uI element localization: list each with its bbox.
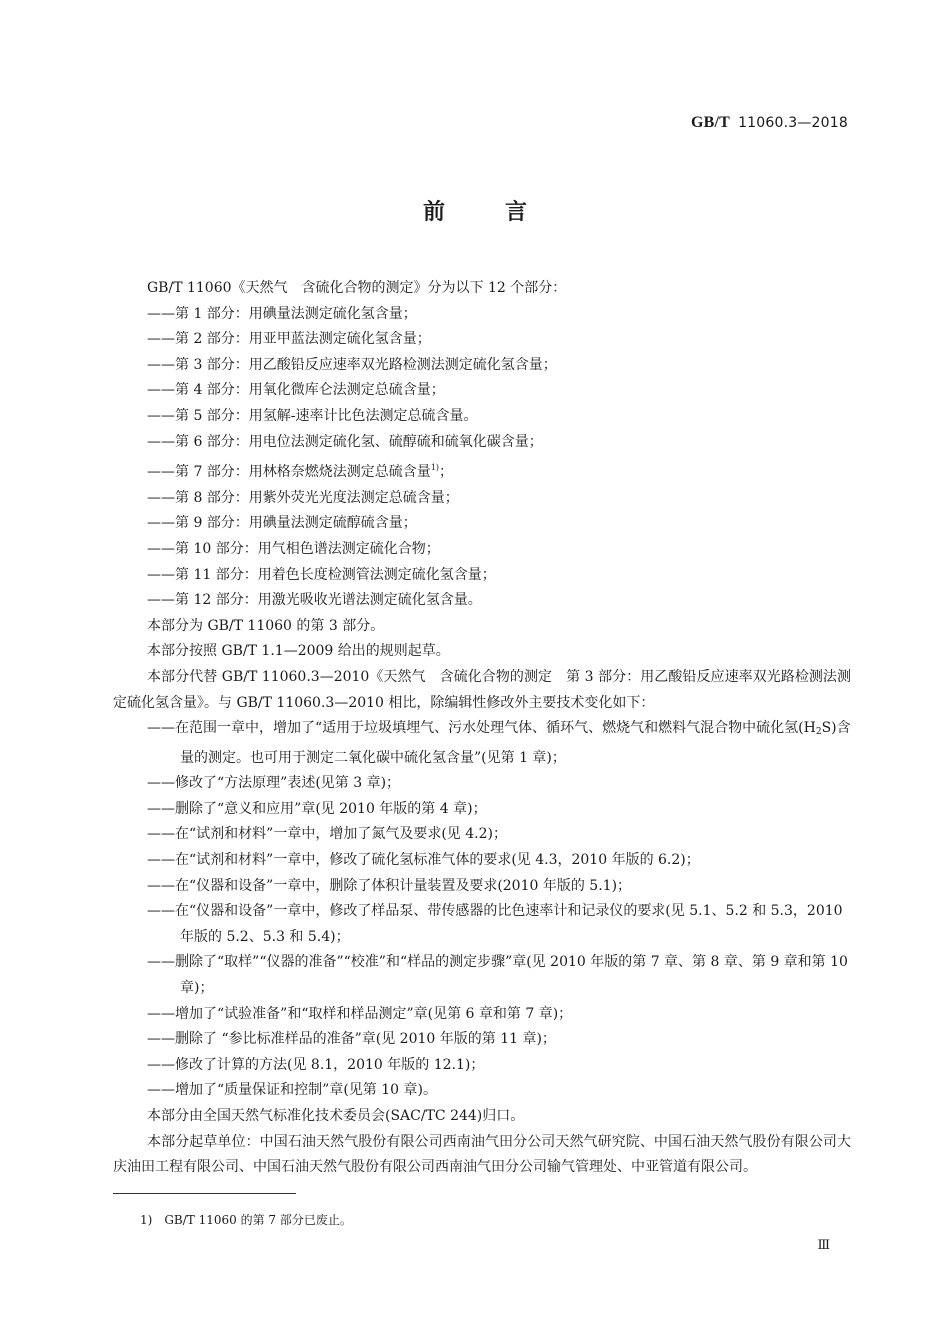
change-item-1 <box>113 716 851 771</box>
drafters-statement: 本部分起草单位：中国石油天然气股份有限公司西南油气田分公司天然气研究院、中国石油天然气股份有限公司大庆油田工程有限公司、中国石油天然气股份有限公司西南油气田分公司输气管理处、中亚管道有限公司。 <box>113 1133 851 1176</box>
change-item-2 <box>113 771 851 797</box>
change-item-7 <box>113 899 851 950</box>
part-item-12: ——第 12 部分：用激光吸收光谱法测定硫化氢含量。 <box>147 592 482 609</box>
title-char-1: 前 <box>422 200 445 225</box>
part-of-statement: 本部分为 GB/T 11060 的第 3 部分。 <box>147 617 385 634</box>
footnote-divider <box>113 1193 296 1194</box>
committee-statement: 本部分由全国天然气标准化技术委员会(SAC/TC 244)归口。 <box>147 1108 525 1124</box>
part-item-6: ——第 6 部分：用电位法测定硫化氢、硫醇硫和硫氧化碳含量； <box>147 433 543 450</box>
footnote-text: GB/T 11060 的第 7 部分已废止。 <box>164 1213 352 1227</box>
page-title <box>0 195 950 226</box>
change-item-4-text: ——在“试剂和材料”一章中，增加了氮气及要求(见 4.2)； <box>147 826 507 843</box>
change-item-4 <box>113 822 851 848</box>
subscript-2: 2 <box>815 727 822 738</box>
drafting-rules-statement: 本部分按照 GB/T 1.1—2009 给出的规则起草。 <box>147 643 450 660</box>
part-item-5: ——第 5 部分：用氢解-速率计比色法测定总硫含量。 <box>147 407 478 424</box>
change-item-1-text-a: ——在范围一章中，增加了“适用于垃圾填埋气、污水处理气体、循环气、燃烧气和燃料气混合物中硫化氢(H <box>147 720 816 737</box>
change-item-2-text: ——修改了“方法原理”表述(见第 3 章)； <box>147 775 401 792</box>
part-item-9: ——第 9 部分：用碘量法测定硫醇硫含量； <box>147 515 417 532</box>
title-char-2: 言 <box>505 200 528 225</box>
change-item-3 <box>113 797 851 823</box>
change-item-9 <box>113 1002 851 1028</box>
change-item-10-text: ——删除了 “参比标准样品的准备”章(见 2010 年版的第 11 章)； <box>147 1031 556 1048</box>
change-item-7-text: ——在“仪器和设备”一章中，修改了样品泵、带传感器的比色速率计和记录仪的要求(见 5.1、5.2 和 5.3，2010 年版的 5.2、5.3 和 5.4)； <box>147 903 843 945</box>
part-item-3: ——第 3 部分：用乙酸铅反应速率双光路检测法测定硫化氢含量； <box>147 356 557 373</box>
change-item-12 <box>113 1078 851 1104</box>
change-item-11 <box>113 1053 851 1079</box>
standard-prefix: GB/T <box>691 114 731 131</box>
footnote <box>140 1211 352 1228</box>
change-item-6-text: ——在“仪器和设备”一章中，删除了体积计量装置及要求(2010 年版的 5.1)； <box>147 877 632 894</box>
change-item-5-text: ——在“试剂和材料”一章中，修改了硫化氢标准气体的要求(见 4.3，2010 年版的 6.2)； <box>147 852 700 869</box>
footnote-reference[interactable]: 1) <box>430 463 440 473</box>
part-item-10: ——第 10 部分：用气相色谱法测定硫化合物； <box>147 540 440 557</box>
standard-number-header <box>691 113 848 132</box>
change-item-5 <box>113 848 851 874</box>
part-item-1: ——第 1 部分：用碘量法测定硫化氢含量； <box>147 305 417 322</box>
part-item-11: ——第 11 部分：用着色长度检测管法测定硫化氢含量； <box>147 566 496 583</box>
change-item-8 <box>113 950 851 1001</box>
part-item-7 <box>113 455 851 486</box>
change-item-8-text: ——删除了“取样”“仪器的准备”“校准”和“样品的测定步骤”章(见 2010 年版的第 7 章、第 8 章、第 9 章和第 10 章)； <box>147 954 848 997</box>
change-item-1-text-b: S)含量的测定。也可用于测定二氧化碳中硫化氢含量”(见第 1 章)； <box>180 720 851 766</box>
standard-number: 11060.3—2018 <box>738 115 848 131</box>
page-number: Ⅲ <box>817 1238 830 1253</box>
change-item-3-text: ——删除了“意义和应用”章(见 2010 年版的第 4 章)； <box>147 800 487 817</box>
footnote-mark: 1) <box>140 1213 153 1227</box>
part-item-7-suffix: ； <box>439 464 454 481</box>
change-item-12-text: ——增加了“质量保证和控制”章(见第 10 章)。 <box>147 1082 437 1099</box>
part-item-8: ——第 8 部分：用紫外荧光光度法测定总硫含量； <box>147 489 459 506</box>
foreword-body <box>113 276 851 1181</box>
replaces-statement: 本部分代替 GB/T 11060.3—2010《天然气 含硫化合物的测定 第 3 部分：用乙酸铅反应速率双光路检测法测定硫化氢含量》。与 GB/T 11060.3—2010 相比，除编辑性修改外主要技术变化如下： <box>113 668 851 711</box>
part-item-2: ——第 2 部分：用亚甲蓝法测定硫化氢含量； <box>147 331 431 348</box>
change-item-10 <box>113 1027 851 1053</box>
part-item-4: ——第 4 部分：用氧化微库仑法测定总硫含量； <box>147 382 445 399</box>
intro-paragraph: GB/T 11060《天然气 含硫化合物的测定》分为以下 12 个部分： <box>147 280 567 296</box>
change-item-6 <box>113 874 851 900</box>
change-item-9-text: ——增加了“试验准备”和“取样和样品测定”章(见第 6 章和第 7 章)； <box>147 1005 573 1022</box>
part-item-7-text: ——第 7 部分：用林格奈燃烧法测定总硫含量 <box>147 464 431 481</box>
change-item-11-text: ——修改了计算的方法(见 8.1，2010 年版的 12.1)； <box>147 1056 485 1073</box>
